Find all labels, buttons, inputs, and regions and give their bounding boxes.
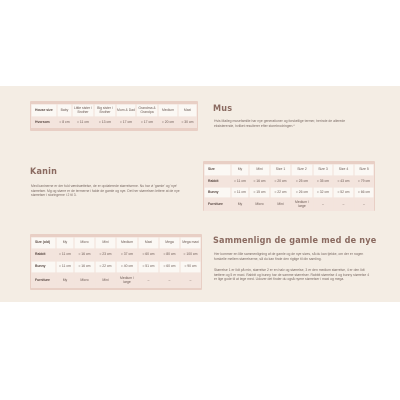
table-cell: ≈ 30 cm	[178, 117, 197, 128]
table-row	[204, 176, 374, 187]
row-label: Bunny	[31, 261, 56, 273]
column-header: Mini	[249, 164, 270, 176]
table-cell: ≈ 25 cm	[291, 176, 313, 187]
table-cell: ≈ 13 cm	[94, 117, 116, 128]
row-label: Bunny	[204, 187, 231, 198]
table-cell: Micro	[74, 273, 95, 288]
column-header: Baby	[57, 104, 72, 117]
table-cell: ≈ 23 cm	[95, 249, 116, 261]
table-cell: My	[56, 273, 74, 288]
table-row	[204, 187, 374, 198]
column-header: Grandma & Grandpa	[136, 104, 158, 117]
column-header: Size	[204, 164, 231, 176]
mus-title: Mus	[213, 104, 233, 114]
column-header: Maxi	[178, 104, 197, 117]
mus-size-table	[31, 104, 197, 128]
table-row	[31, 273, 201, 288]
column-header: Medium	[116, 237, 138, 249]
table-cell: ≈ 51 cm	[138, 261, 159, 273]
table-cell: ≈ 8 cm	[57, 117, 72, 128]
column-header: Micro	[74, 237, 95, 249]
column-header: Maxi	[138, 237, 159, 249]
table-cell: Micro	[249, 198, 270, 211]
column-header: Size 1	[270, 164, 291, 176]
row-label: Furniture	[204, 198, 231, 211]
compare-size-table	[31, 237, 201, 288]
table-cell: Medium / large	[291, 198, 313, 211]
column-header: House size	[31, 104, 57, 117]
table-row	[204, 198, 374, 211]
table-cell: ≈ 17 cm	[116, 117, 136, 128]
table-cell: ≈ 17 cm	[136, 117, 158, 128]
compare-paragraph-1: Her kommer en lille sammenligning af de gamle og de nye sizes, så du kan tjekke, om der er nogen forskelle mellem størrelserne, så du kan finde den rigtige til din samling.	[214, 252, 364, 261]
table-cell: ≈ 16 cm	[249, 176, 270, 187]
table-cell: Mini	[95, 273, 116, 288]
row-label: Furniture	[31, 273, 56, 288]
table-cell: ≈ 22 cm	[95, 261, 116, 273]
column-header: Size 3	[313, 164, 333, 176]
table-cell: ≈ 11 cm	[56, 261, 74, 273]
row-label: Hvorsom	[31, 117, 57, 128]
table-cell: ≈ 52 cm	[333, 187, 354, 198]
table-cell: ≈ 79 cm	[354, 176, 374, 187]
table-row	[31, 261, 201, 273]
table-cell: Medium / large	[116, 273, 138, 288]
table-cell: ≈ 80 cm	[159, 249, 180, 261]
column-header: Size 4	[333, 164, 354, 176]
table-cell: ≈ 66 cm	[354, 187, 374, 198]
column-header: Medium	[158, 104, 178, 117]
table-header-row	[31, 104, 197, 117]
table-cell: ≈ 11 cm	[231, 187, 249, 198]
table-cell: –	[333, 198, 354, 211]
table-cell: ≈ 11 cm	[72, 117, 94, 128]
column-header: My	[56, 237, 74, 249]
top-margin	[0, 0, 400, 86]
table-cell: –	[138, 273, 159, 288]
table-row	[31, 249, 201, 261]
mus-paragraph: Hvis Maileg musefamilie har nye generationer og forskellige termer, herinde de allerede eksisterende, hvilket resulterer efter storebrodringen.*	[214, 119, 346, 128]
table-cell: ≈ 11 cm	[56, 249, 74, 261]
table-row	[31, 117, 197, 128]
table-cell: ≈ 60 cm	[138, 249, 159, 261]
table-cell: ≈ 60 cm	[159, 261, 180, 273]
column-header: Size 5	[354, 164, 374, 176]
table-cell: –	[180, 273, 201, 288]
column-header: My	[231, 164, 249, 176]
kanin-size-table	[204, 164, 374, 211]
kanin-paragraph: Med kaninerne er der fuld værdsættelse, de er opdaterede størrelserne. Nu har vi 'gamle' og 'nye' størrelser. Mg og større er de termerne i falde de gamle og nye. Det her størrelsen lettere at de nye størrelser i storingerne i 2 til 3.	[31, 184, 180, 198]
table-cell: –	[313, 198, 333, 211]
table-cell: ≈ 100 cm	[180, 249, 201, 261]
table-cell: ≈ 43 cm	[333, 176, 354, 187]
table-cell: –	[159, 273, 180, 288]
table-cell: ≈ 15 cm	[249, 187, 270, 198]
column-header: Mini	[95, 237, 116, 249]
column-header: Size 2	[291, 164, 313, 176]
table-cell: ≈ 40 cm	[116, 261, 138, 273]
column-header: Mega maxi	[180, 237, 201, 249]
table-cell: ≈ 26 cm	[291, 187, 313, 198]
table-header-row	[31, 237, 201, 249]
table-cell: ≈ 35 cm	[313, 176, 333, 187]
compare-title: Sammenlign de gamle med de nye	[213, 236, 377, 246]
table-cell: ≈ 11 cm	[231, 176, 249, 187]
column-header: Little sister / Brother	[72, 104, 94, 117]
bottom-margin	[0, 302, 400, 400]
column-header: Mum & Dad	[116, 104, 136, 117]
table-cell: ≈ 20 cm	[158, 117, 178, 128]
table-cell: Mini	[270, 198, 291, 211]
column-header: Big sister / Brother	[94, 104, 116, 117]
table-header-row	[204, 164, 374, 176]
table-cell: ≈ 90 cm	[180, 261, 201, 273]
kanin-title: Kanin	[30, 167, 58, 177]
table-cell: ≈ 32 cm	[313, 187, 333, 198]
compare-paragraph-2: Størrelse 1 er lidt på min, størrelse 2 er en halv og størrelse, 3 er den medium størrelse, 4 er den lidt tættere og 5 er maxi. Rabbit og bunny har de samme størrelser. Rabbit størrelse 4 og bunny størrelse 4 er lige gode til at lege med. Udover det finder du også nyere størrelser i maxi og mega.	[214, 268, 370, 282]
table-cell: ≈ 16 cm	[74, 261, 95, 273]
column-header: Size (old)	[31, 237, 56, 249]
table-cell: ≈ 20 cm	[270, 176, 291, 187]
column-header: Mega	[159, 237, 180, 249]
table-cell: ≈ 37 cm	[116, 249, 138, 261]
row-label: Rabbit	[31, 249, 56, 261]
table-cell: –	[354, 198, 374, 211]
table-cell: ≈ 16 cm	[74, 249, 95, 261]
row-label: Rabbit	[204, 176, 231, 187]
table-cell: My	[231, 198, 249, 211]
table-cell: ≈ 22 cm	[270, 187, 291, 198]
